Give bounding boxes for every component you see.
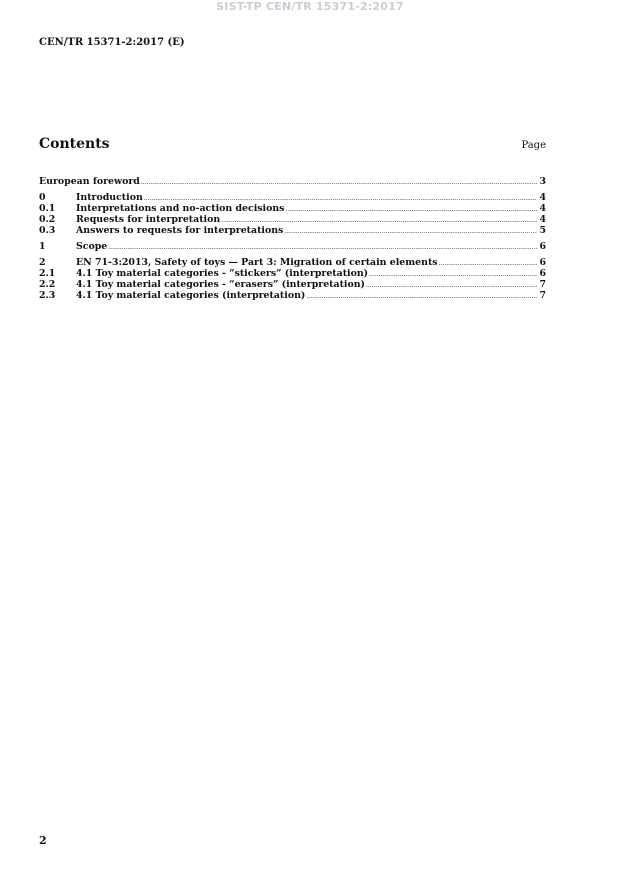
- toc-entry-number: 2.1: [39, 268, 56, 279]
- toc-entry[interactable]: [39, 225, 546, 236]
- toc-entry-page: 4: [539, 214, 546, 225]
- watermark: SIST-TP CEN/TR 15371-2:2017: [216, 0, 404, 13]
- toc-entry-number: 0: [39, 192, 46, 203]
- toc-entry-number: 0.2: [39, 214, 56, 225]
- table-of-contents: [39, 176, 546, 301]
- toc-entry-page: 3: [539, 176, 546, 187]
- toc-entry-number: 2.3: [39, 290, 56, 301]
- toc-leader-dots: [306, 291, 537, 302]
- toc-entry-title: Answers to requests for interpretations: [76, 225, 284, 236]
- toc-entry[interactable]: [39, 241, 546, 252]
- toc-entry-title: 4.1 Toy material categories - “erasers” (interpretation): [76, 279, 365, 290]
- toc-leader-dots: [439, 258, 538, 269]
- toc-entry-number: 0.3: [39, 225, 56, 236]
- toc-entry[interactable]: [39, 192, 546, 203]
- toc-entry-page: 6: [539, 257, 546, 268]
- toc-entry-number: 2: [39, 257, 46, 268]
- page-number: 2: [39, 834, 47, 847]
- toc-entry[interactable]: [39, 203, 546, 214]
- toc-entry-page: 7: [539, 290, 546, 301]
- page-column-label: Page: [521, 140, 546, 151]
- toc-entry-title: Scope: [76, 241, 108, 252]
- toc-entry[interactable]: [39, 268, 546, 279]
- toc-entry-title: Introduction: [76, 192, 143, 203]
- toc-entry-title: European foreword: [39, 176, 140, 187]
- toc-leader-dots: [141, 177, 538, 188]
- toc-entry-page: 4: [539, 203, 546, 214]
- toc-leader-dots: [284, 226, 537, 237]
- toc-leader-dots: [108, 242, 537, 253]
- toc-entry-page: 6: [539, 241, 546, 252]
- toc-entry-title: 4.1 Toy material categories - “stickers” (interpretation): [76, 268, 369, 279]
- toc-leader-dots: [369, 269, 537, 280]
- toc-entry-title: Interpretations and no-action decisions: [76, 203, 285, 214]
- toc-entry-page: 6: [539, 268, 546, 279]
- toc-entry-number: 2.2: [39, 279, 56, 290]
- toc-entry[interactable]: [39, 214, 546, 225]
- toc-entry-title: EN 71-3:2013, Safety of toys — Part 3: Migration of certain elements: [76, 257, 438, 268]
- toc-entry[interactable]: [39, 176, 546, 187]
- contents-heading: Contents: [39, 136, 110, 152]
- toc-entry-title: 4.1 Toy material categories (interpretation): [76, 290, 306, 301]
- toc-entry[interactable]: [39, 257, 546, 268]
- toc-entry-page: 7: [539, 279, 546, 290]
- toc-leader-dots: [285, 204, 537, 215]
- toc-entry[interactable]: [39, 279, 546, 290]
- toc-entry-page: 5: [539, 225, 546, 236]
- toc-entry-page: 4: [539, 192, 546, 203]
- toc-entry-number: 0.1: [39, 203, 56, 214]
- document-id: CEN/TR 15371-2:2017 (E): [39, 37, 185, 48]
- toc-entry-number: 1: [39, 241, 46, 252]
- toc-entry-title: Requests for interpretation: [76, 214, 221, 225]
- toc-leader-dots: [366, 280, 537, 291]
- toc-entry[interactable]: [39, 290, 546, 301]
